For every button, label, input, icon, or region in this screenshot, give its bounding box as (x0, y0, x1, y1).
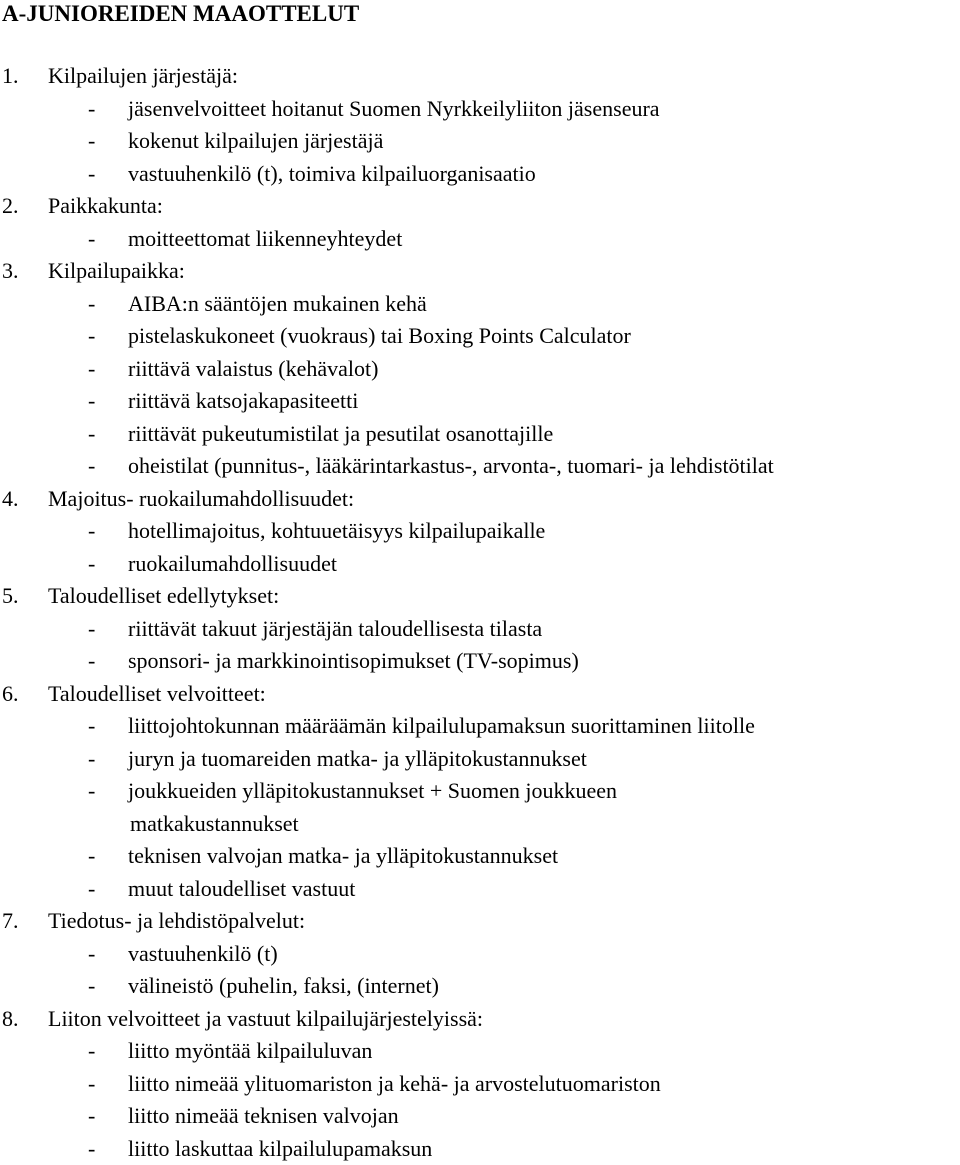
section-heading-text: Majoitus- ruokailumahdollisuudet: (48, 486, 354, 511)
section-heading-text: Taloudelliset edellytykset: (48, 583, 279, 608)
list-item (0, 743, 774, 776)
section-number: 1. (0, 60, 48, 93)
list-item-text: vastuuhenkilö (t), toimiva kilpailuorganisaatio (128, 161, 536, 186)
bullet-dash: - (0, 743, 128, 776)
bullet-dash: - (0, 450, 128, 483)
bullet-dash: - (0, 873, 128, 906)
list-item-text: AIBA:n sääntöjen mukainen kehä (128, 291, 427, 316)
bullet-dash: - (0, 223, 128, 256)
section-heading-text: Tiedotus- ja lehdistöpalvelut: (48, 908, 305, 933)
bullet-dash: - (0, 775, 128, 808)
list-item-continuation: matkakustannukset (0, 808, 299, 841)
section-heading (0, 190, 774, 223)
bullet-dash: - (0, 840, 128, 873)
list-item (0, 1068, 774, 1101)
bullet-dash: - (0, 385, 128, 418)
bullet-dash: - (0, 1100, 128, 1133)
bullet-dash: - (0, 288, 128, 321)
list-item (0, 613, 774, 646)
section-number: 5. (0, 580, 48, 613)
list-item (0, 93, 774, 126)
list-item-text: juryn ja tuomareiden matka- ja ylläpitokustannukset (128, 746, 587, 771)
list-item (0, 1100, 774, 1133)
section-number: 3. (0, 255, 48, 288)
section-number: 2. (0, 190, 48, 223)
list-item-text: riittävät takuut järjestäjän taloudellisesta tilasta (128, 616, 542, 641)
list-item-text: moitteettomat liikenneyhteydet (128, 226, 402, 251)
section-heading-text: Paikkakunta: (48, 193, 163, 218)
list-item (0, 840, 774, 873)
list-item-text: välineistö (puhelin, faksi, (internet) (128, 973, 439, 998)
list-item (0, 158, 774, 191)
bullet-dash: - (0, 710, 128, 743)
section-heading (0, 1003, 774, 1036)
list-item-text: liitto nimeää teknisen valvojan (128, 1103, 399, 1128)
list-item (0, 353, 774, 386)
section-number: 4. (0, 483, 48, 516)
bullet-dash: - (0, 353, 128, 386)
section-heading (0, 580, 774, 613)
list-item-text: riittävä valaistus (kehävalot) (128, 356, 378, 381)
section-number: 7. (0, 905, 48, 938)
list-item (0, 645, 774, 678)
section-heading (0, 255, 774, 288)
requirements-list (0, 60, 774, 1165)
list-item (0, 1133, 774, 1165)
list-item (0, 125, 774, 158)
section-heading (0, 678, 774, 711)
list-item (0, 385, 774, 418)
list-item-text: joukkueiden ylläpitokustannukset + Suomen joukkueen (128, 778, 617, 803)
section-heading-text: Taloudelliset velvoitteet: (48, 681, 266, 706)
list-item (0, 418, 774, 451)
document-title: A-JUNIOREIDEN MAAOTTELUT (2, 0, 359, 28)
list-item (0, 1035, 774, 1068)
list-item-text: liitto laskuttaa kilpailulupamaksun (128, 1136, 432, 1161)
list-item-text: liitto myöntää kilpailuluvan (128, 1038, 372, 1063)
bullet-dash: - (0, 320, 128, 353)
list-item (0, 515, 774, 548)
list-item (0, 710, 774, 743)
bullet-dash: - (0, 1133, 128, 1165)
list-item-text: hotellimajoitus, kohtuuetäisyys kilpailupaikalle (128, 518, 545, 543)
list-item-text: muut taloudelliset vastuut (128, 876, 355, 901)
section-number: 6. (0, 678, 48, 711)
list-item (0, 548, 774, 581)
list-item (0, 223, 774, 256)
list-item-text: oheistilat (punnitus-, lääkärintarkastus-, arvonta-, tuomari- ja lehdistötilat (128, 453, 774, 478)
list-item-text: sponsori- ja markkinointisopimukset (TV-sopimus) (128, 648, 579, 673)
list-item (0, 938, 774, 971)
list-item (0, 970, 774, 1003)
list-item-text: jäsenvelvoitteet hoitanut Suomen Nyrkkeilyliiton jäsenseura (128, 96, 660, 121)
list-item (0, 450, 774, 483)
list-item (0, 775, 774, 808)
bullet-dash: - (0, 418, 128, 451)
list-item-text: vastuuhenkilö (t) (128, 941, 278, 966)
list-item-text: teknisen valvojan matka- ja ylläpitokustannukset (128, 843, 558, 868)
list-item-text: riittävä katsojakapasiteetti (128, 388, 358, 413)
bullet-dash: - (0, 613, 128, 646)
bullet-dash: - (0, 125, 128, 158)
bullet-dash: - (0, 158, 128, 191)
list-item (0, 288, 774, 321)
list-item (0, 873, 774, 906)
section-heading (0, 905, 774, 938)
section-heading (0, 60, 774, 93)
bullet-dash: - (0, 1035, 128, 1068)
bullet-dash: - (0, 645, 128, 678)
list-item-text: liittojohtokunnan määräämän kilpailulupamaksun suorittaminen liitolle (128, 713, 755, 738)
list-item-text: riittävät pukeutumistilat ja pesutilat osanottajille (128, 421, 553, 446)
bullet-dash: - (0, 548, 128, 581)
section-heading-text: Kilpailujen järjestäjä: (48, 63, 238, 88)
bullet-dash: - (0, 93, 128, 126)
list-item (0, 320, 774, 353)
section-heading-text: Liiton velvoitteet ja vastuut kilpailujärjestelyissä: (48, 1006, 483, 1031)
bullet-dash: - (0, 970, 128, 1003)
list-item-text: ruokailumahdollisuudet (128, 551, 337, 576)
list-item-text: kokenut kilpailujen järjestäjä (128, 128, 383, 153)
list-item (0, 808, 774, 841)
bullet-dash: - (0, 938, 128, 971)
section-heading (0, 483, 774, 516)
section-number: 8. (0, 1003, 48, 1036)
list-item-text: liitto nimeää ylituomariston ja kehä- ja arvostelutuomariston (128, 1071, 661, 1096)
bullet-dash: - (0, 515, 128, 548)
section-heading-text: Kilpailupaikka: (48, 258, 185, 283)
list-item-text: pistelaskukoneet (vuokraus) tai Boxing Points Calculator (128, 323, 631, 348)
bullet-dash: - (0, 1068, 128, 1101)
